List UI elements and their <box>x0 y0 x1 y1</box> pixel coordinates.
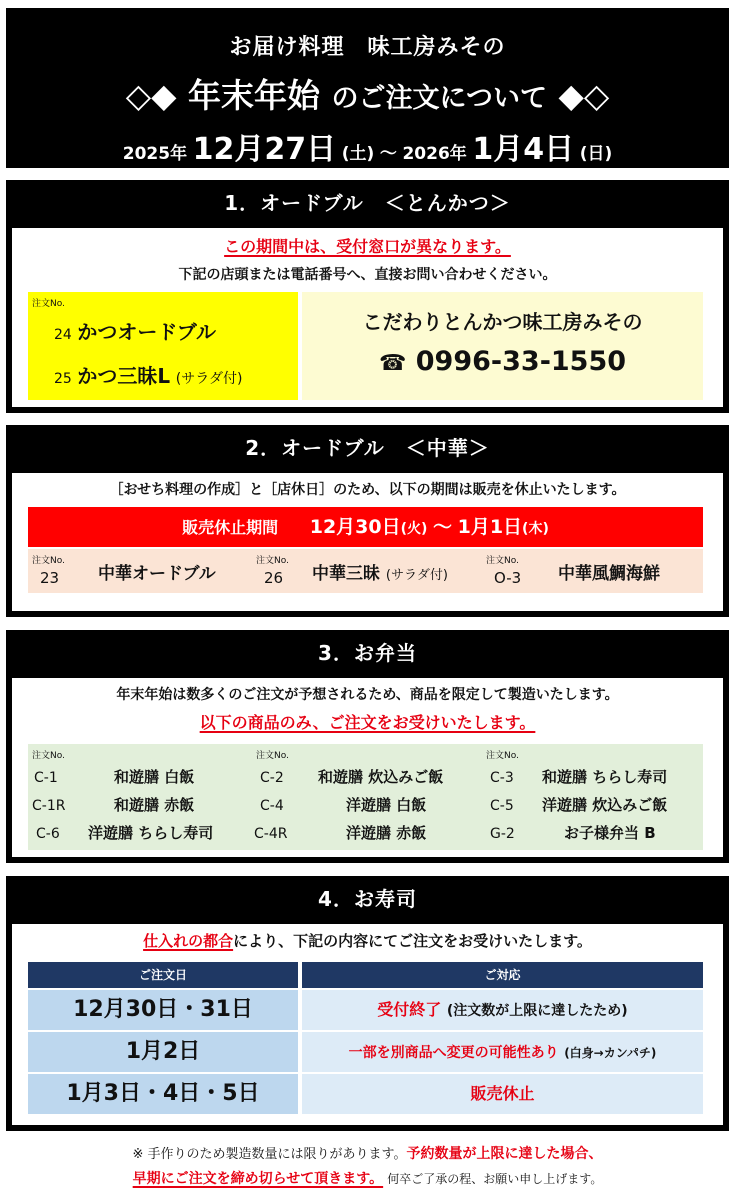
header-title-rest: のご注文について <box>331 83 547 114</box>
item-code: C-2 <box>260 770 284 786</box>
item-code: C-6 <box>36 826 60 842</box>
section-title: 1．オードブル ＜とんかつ＞ <box>224 191 511 215</box>
order-no-label: 注文No. <box>486 751 519 761</box>
item-name: お子様弁当 B <box>564 824 656 842</box>
column-header-action: ご対応 <box>302 962 703 988</box>
list-item: 24 かつオードブル <box>54 320 217 344</box>
footer-note <box>0 1142 735 1192</box>
section-title: 4．お寿司 <box>318 887 417 911</box>
item-code: C-1 <box>34 770 58 786</box>
section-title: 3．お弁当 <box>318 641 417 665</box>
footer-line-2: 早期にご注文を締め切らせて頂きます。 何卒ご了承の程、お願い申し上げます。 <box>132 1171 603 1187</box>
shop-name: こだわりとんかつ味工房みその <box>362 310 643 334</box>
order-no-label: 注文No. <box>32 299 65 309</box>
item-name: 洋遊膳 赤飯 <box>346 824 427 842</box>
header-title-main: 年末年始 <box>188 76 321 115</box>
order-no-label: 注文No. <box>256 751 289 761</box>
notice: 年末年始は数多くのご注文が予想されるため、商品を限定して製造いたします。 <box>116 687 619 703</box>
section-body <box>12 924 723 1125</box>
table-cell-action: 一部を別商品へ変更の可能性あり (白身→カンパチ) <box>302 1032 703 1072</box>
list-item: 注文No. 26 中華三昧 (サラダ付) <box>256 556 448 587</box>
section-title: 2．オードブル ＜中華＞ <box>245 436 490 460</box>
bento-items-box <box>28 744 703 850</box>
column-header-date: ご注文日 <box>28 962 298 988</box>
section-body <box>12 678 723 857</box>
notice-red: この期間中は、受付窓口が異なります。 <box>224 237 511 256</box>
notice: 仕入れの都合により、下記の内容にてご注文をお受けいたします。 <box>143 932 592 950</box>
item-code: C-4R <box>254 826 288 842</box>
header-title <box>6 70 729 117</box>
table-cell-date: 1月2日 <box>28 1032 298 1072</box>
suspension-label: 販売休止期間 <box>182 518 279 537</box>
table-cell-date: 12月30日・31日 <box>28 990 298 1030</box>
order-items-box <box>28 292 298 400</box>
item-code: G-2 <box>490 826 515 842</box>
section-bento <box>6 630 729 863</box>
header-weekday-end: (日) <box>579 144 613 164</box>
section-body <box>12 228 723 407</box>
header-tilde: 〜 <box>379 144 397 164</box>
header-weekday-start: (土) <box>341 144 375 164</box>
suspension-period-bar: 販売休止期間 12月30日(火) 〜 1月1日(木) <box>28 507 703 547</box>
header-year-end: 2026年 <box>402 144 467 164</box>
item-name: 和遊膳 ちらし寿司 <box>542 768 668 786</box>
item-name: 洋遊膳 ちらし寿司 <box>88 824 214 842</box>
suspended-items-row <box>28 549 703 593</box>
section-sushi <box>6 876 729 1131</box>
header-period <box>6 124 729 168</box>
item-code: C-4 <box>260 798 284 814</box>
item-name: 和遊膳 白飯 <box>114 768 195 786</box>
section-tonkatsu <box>6 180 729 413</box>
order-no-label: 注文No. <box>32 751 65 761</box>
item-code: C-3 <box>490 770 514 786</box>
phone-number[interactable]: ☎ 0996-33-1550 <box>378 346 627 377</box>
notice-red: 以下の商品のみ、ご注文をお受けいたします。 <box>199 713 536 732</box>
header-deco-left: ◇◆ <box>125 76 177 115</box>
section-chinese <box>6 425 729 617</box>
page-header <box>6 8 729 168</box>
contact-box <box>302 292 703 400</box>
phone-icon: ☎ <box>378 351 407 376</box>
section-body <box>12 473 723 611</box>
item-name: 洋遊膳 炊込みご飯 <box>542 796 668 814</box>
header-date-start: 12月27日 <box>192 132 337 167</box>
header-shop-line: お届け料理 味工房みその <box>229 35 506 60</box>
table-cell-action: 販売休止 <box>302 1074 703 1114</box>
item-name: 洋遊膳 白飯 <box>346 796 427 814</box>
table-cell-action: 受付終了 (注文数が上限に達したため) <box>302 990 703 1030</box>
list-item: 注文No. O-3 中華風鯛海鮮 <box>486 556 660 587</box>
footer-line-1: ※ 手作りのため製造数量には限りがあります。予約数量が上限に達した場合、 <box>132 1146 603 1162</box>
item-code: C-1R <box>32 798 66 814</box>
header-year-start: 2025年 <box>122 144 188 164</box>
list-item: 25 かつ三昧L (サラダ付) <box>54 364 243 388</box>
table-cell-date: 1月3日・4日・5日 <box>28 1074 298 1114</box>
item-name: 和遊膳 炊込みご飯 <box>318 768 444 786</box>
header-date-end: 1月4日 <box>472 132 575 167</box>
notice-instruction: 下記の店頭または電話番号へ、直接お問い合わせください。 <box>178 267 557 283</box>
item-name: 和遊膳 赤飯 <box>114 796 195 814</box>
header-deco-right: ◆◇ <box>558 76 610 115</box>
notice: ［おせち料理の作成］と［店休日］のため、以下の期間は販売を休止いたします。 <box>109 482 626 498</box>
list-item: 注文No. 23 中華オードブル <box>32 556 216 587</box>
item-code: C-5 <box>490 798 514 814</box>
